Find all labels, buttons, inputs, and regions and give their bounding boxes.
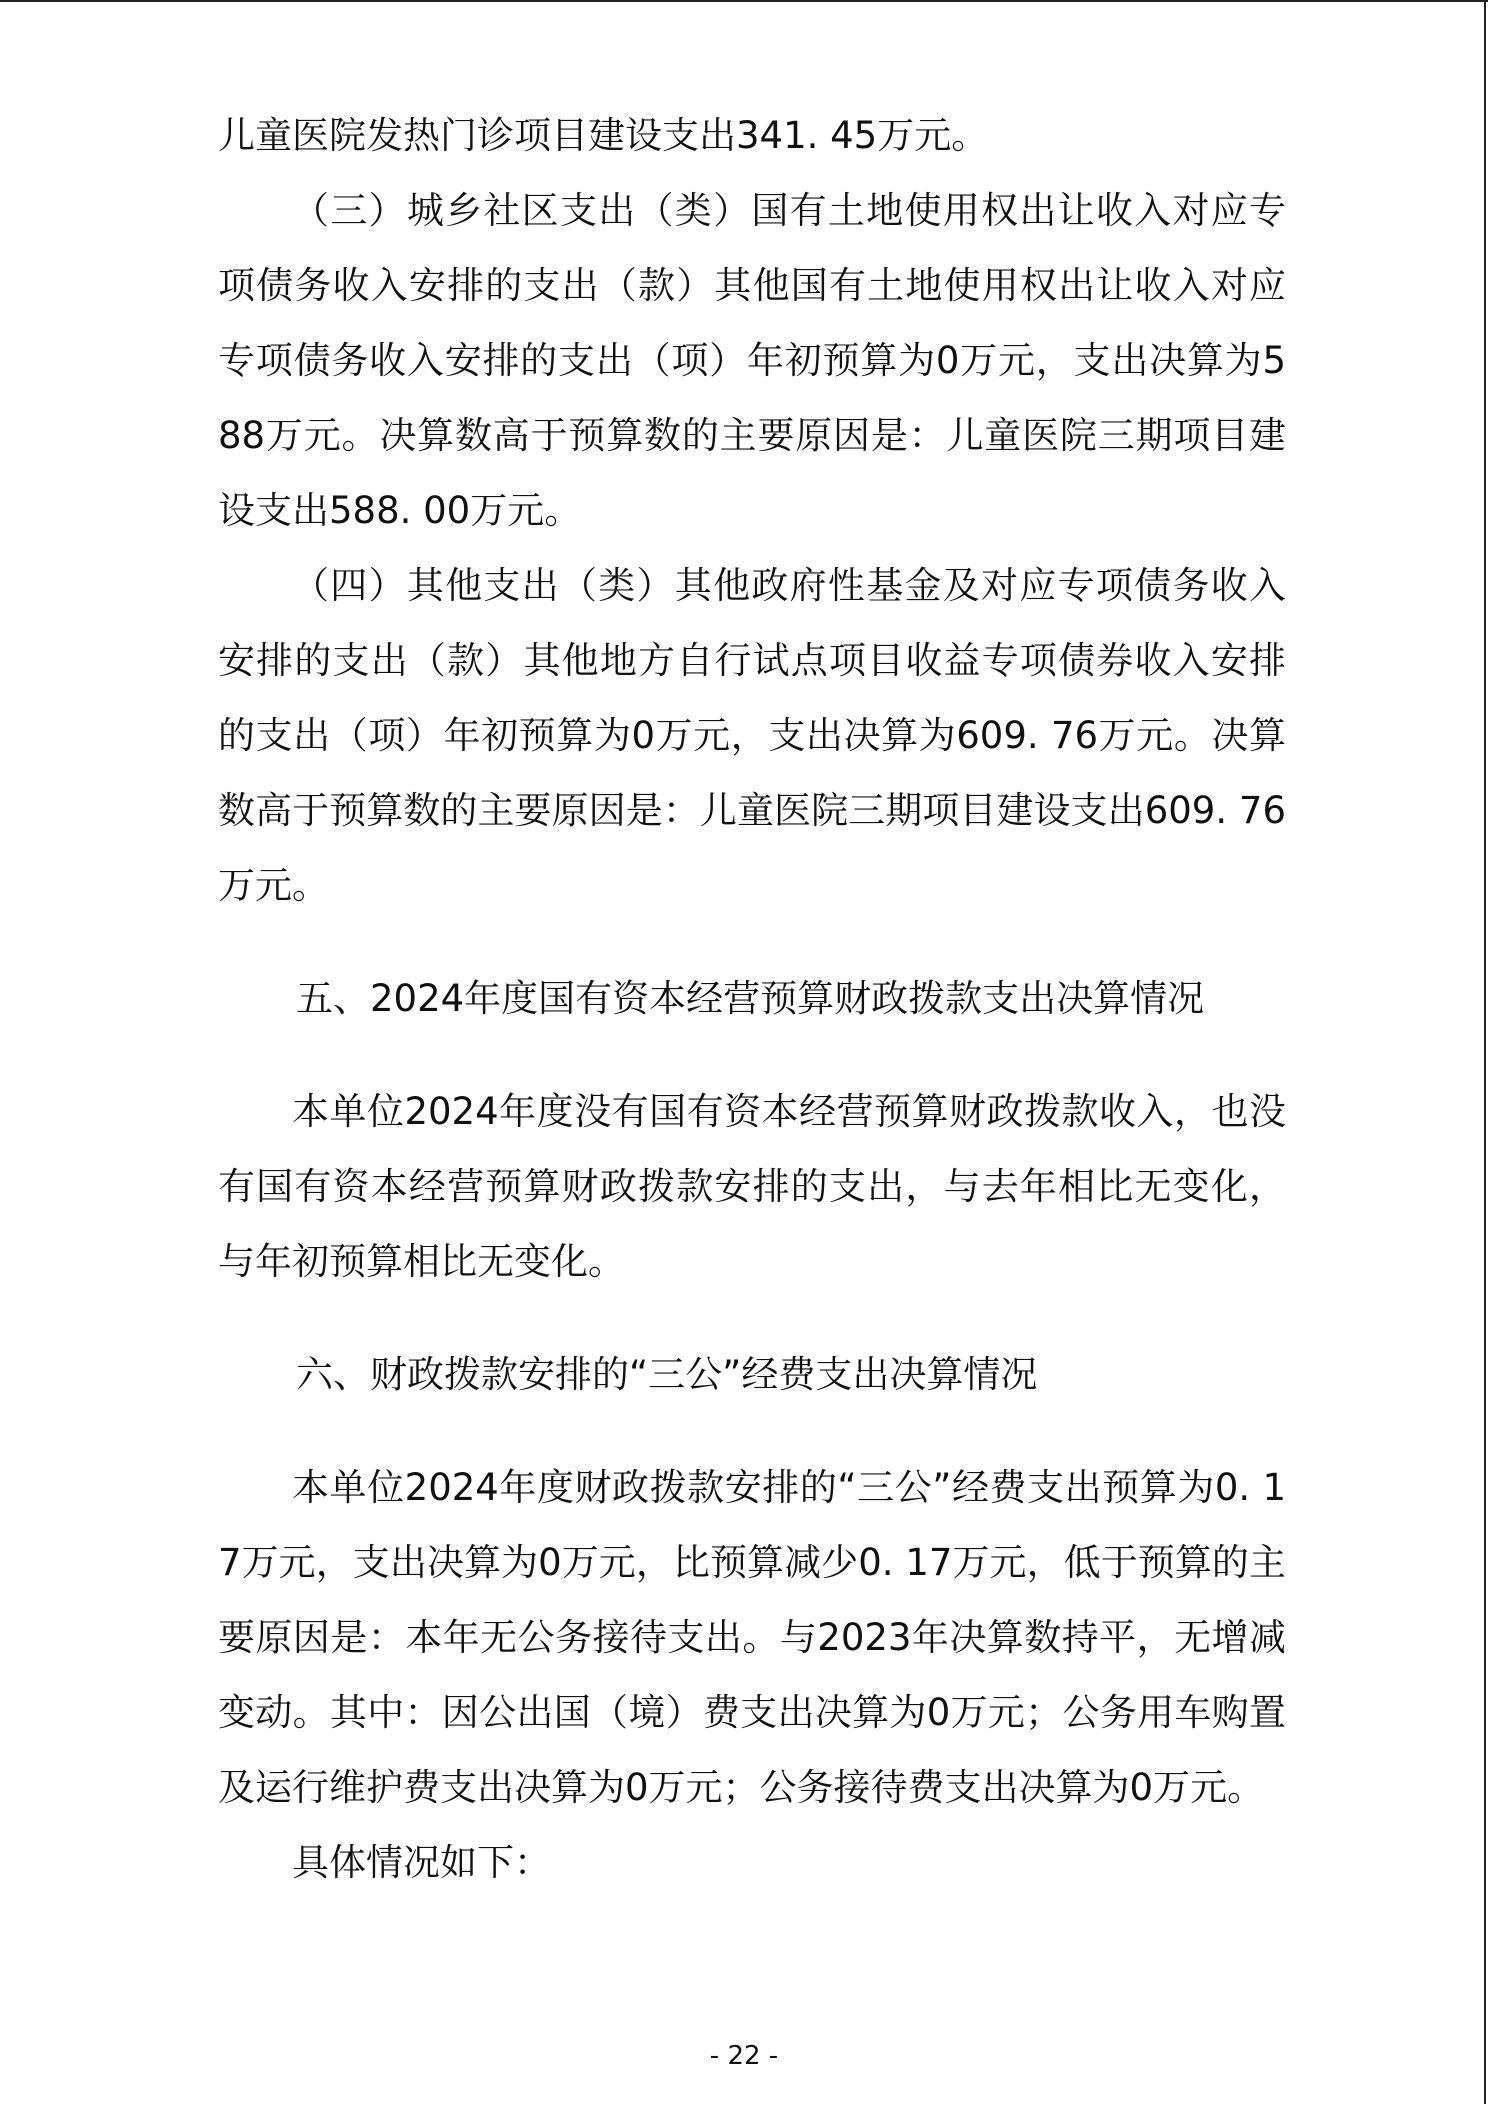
section-5-heading: 五、2024年度国有资本经营预算财政拨款支出决算情况 — [296, 977, 1205, 1020]
page-right-border — [1484, 0, 1486, 2104]
paragraph-item-4: （四）其他支出（类）其他政府性基金及对应专项债务收入安排的支出（款）其他地方自行试点项目收益专项债券收入安排的支出（项）年初预算为0万元，支出决算为609. 76万元。决算数高于预算数的主要原因是：儿童医院三期项目建设支出609. 76万元。 — [218, 564, 1286, 907]
section-6-heading: 六、财政拨款安排的“三公”经费支出决算情况 — [296, 1353, 1038, 1396]
paragraph-item-3: （三）城乡社区支出（类）国有土地使用权出让收入对应专项债务收入安排的支出（款）其他国有土地使用权出让收入对应专项债务收入安排的支出（项）年初预算为0万元，支出决算为588万元。决算数高于预算数的主要原因是：儿童医院三期项目建设支出588. 00万元。 — [218, 189, 1286, 532]
document-body — [218, 98, 1286, 1900]
section-5-body: 本单位2024年度没有国有资本经营预算财政拨款收入，也没有国有资本经营预算财政拨款安排的支出，与去年相比无变化，与年初预算相比无变化。 — [218, 1090, 1286, 1283]
section-6-body: 本单位2024年度财政拨款安排的“三公”经费支出预算为0. 17万元，支出决算为0万元，比预算减少0. 17万元，低于预算的主要原因是：本年无公务接待支出。与2023年决算数持平，无增减变动。其中：因公出国（境）费支出决算为0万元；公务用车购置及运行维护费支出决算为0万元；公务接待费支出决算为0万元。 — [218, 1466, 1286, 1809]
page-number: - 22 - — [709, 2041, 779, 2071]
section-6-followup: 具体情况如下： — [292, 1841, 551, 1884]
page-top-border — [0, 0, 1488, 2]
paragraph-continuation: 儿童医院发热门诊项目建设支出341. 45万元。 — [218, 114, 989, 157]
